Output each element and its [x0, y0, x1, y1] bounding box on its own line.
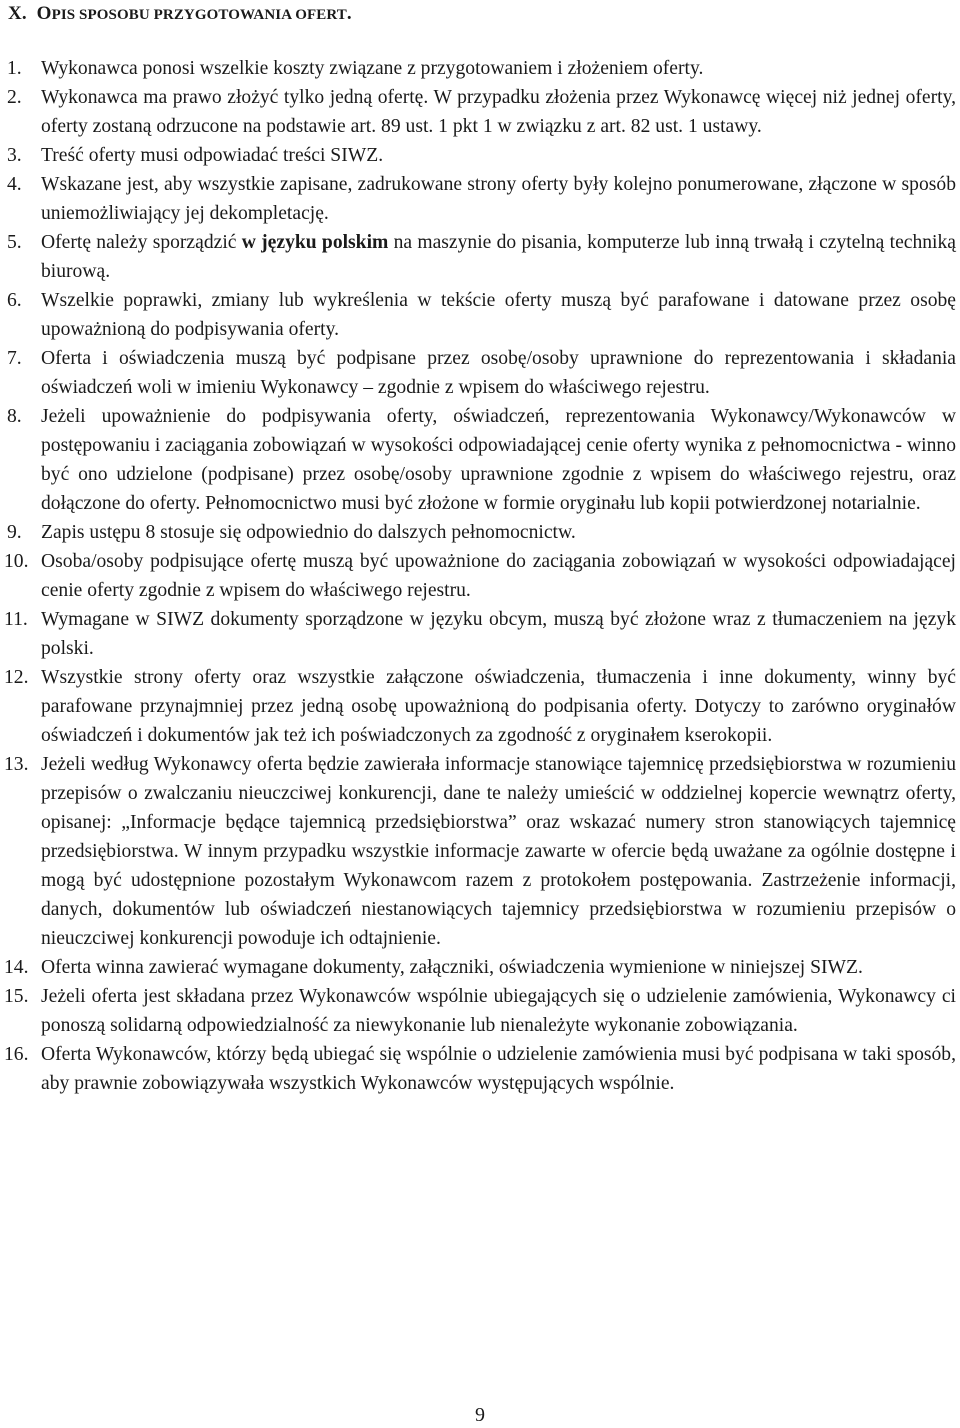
- section-title-rest: PIS SPOSOBU PRZYGOTOWANIA OFERT: [51, 7, 347, 23]
- list-item-number: 8.: [7, 406, 22, 427]
- list-item-text: [41, 290, 956, 340]
- list-item-text-segment: Oferta Wykonawców, którzy będą ubiegać się wspólnie o udzielenie zamówienia musi być podpisana w taki sposób, aby prawnie zobowiązywała wszystkich Wykonawców występujących wspólnie.: [41, 1044, 956, 1094]
- list-item: [0, 402, 956, 518]
- list-item-text: [41, 667, 956, 746]
- list-item-text-segment: Jeżeli upoważnienie do podpisywania oferty, oświadczeń, reprezentowania Wykonawcy/Wykonawców w postępowaniu i zaciągania zobowiązań w wysokości odpowiadającej cenie oferty wynika z pełnomocnictwa - winno być ono udzielone (podpisane) przez osobę/osoby uprawnione zgodnie z wpisem do właściwego rejestru, oraz dołączone do oferty. Pełnomocnictwo musi być złożone w formie oryginału lub kopii potwierdzonej notarialnie.: [41, 406, 956, 514]
- list-item: [0, 141, 956, 170]
- list-item-text: [41, 232, 956, 282]
- section-title-initial: O: [36, 3, 52, 24]
- list-item: [0, 83, 956, 141]
- list-item-text: [41, 522, 576, 543]
- list-item-text-segment: Wszelkie poprawki, zmiany lub wykreślenia w tekście oferty muszą być parafowane i datowane przez osobę upoważnioną do podpisywania oferty.: [41, 290, 956, 340]
- list-item-text: [41, 348, 956, 398]
- list-item: [0, 982, 956, 1040]
- list-item: [0, 54, 956, 83]
- list-item-text-segment: Oferta i oświadczenia muszą być podpisane przez osobę/osoby uprawnione do reprezentowania i składania oświadczeń woli w imieniu Wykonawcy – zgodnie z wpisem do właściwego rejestru.: [41, 348, 956, 398]
- list-item-number: 15.: [4, 986, 29, 1007]
- list-item: [0, 1040, 956, 1098]
- emphasized-text: w języku polskim: [241, 232, 389, 253]
- list-item-number: 12.: [4, 667, 29, 688]
- list-item-number: 9.: [7, 522, 22, 543]
- list-item-text: [41, 174, 956, 224]
- list-item-text-segment: Jeżeli oferta jest składana przez Wykonawców wspólnie ubiegających się o udzielenie zamówienia, Wykonawcy ci ponoszą solidarną odpowiedzialność za niewykonanie lub nienależyte wykonanie zobowiązania.: [41, 986, 956, 1036]
- list-item-text-segment: Wskazane jest, aby wszystkie zapisane, zadrukowane strony oferty były kolejno ponumerowane, złączone w sposób uniemożliwiający jej dekompletację.: [41, 174, 956, 224]
- section-title-end: .: [346, 3, 352, 24]
- list-item-text-segment: Wykonawca ponosi wszelkie koszty związane z przygotowaniem i złożeniem oferty.: [41, 58, 704, 79]
- list-item-number: 2.: [7, 87, 22, 108]
- list-item-text-segment: Zapis ustępu 8 stosuje się odpowiednio do dalszych pełnomocnictw.: [41, 522, 576, 543]
- list-item-text-segment: Jeżeli według Wykonawcy oferta będzie zawierała informacje stanowiące tajemnicę przedsiębiorstwa w rozumieniu przepisów o zwalczaniu nieuczciwej konkurencji, dane te należy umieścić w oddzielnej kopercie wewnątrz oferty, opisanej: „Informacje będące tajemnicą przedsiębiorstwa” oraz wskazać numery stron stanowiących tajemnicę przedsiębiorstwa. W innym przypadku wszystkie informacje zawarte w ofercie będą uważane za ogólnie dostępne i mogą być udostępnione pozostałym Wykonawcom razem z protokołem postępowania. Zastrzeżenie informacji, danych, dokumentów lub oświadczeń niestanowiących tajemnicy przedsiębiorstwa w rozumieniu przepisów o nieuczciwej konkurencji powoduje ich odtajnienie.: [41, 754, 956, 949]
- list-item: [0, 605, 956, 663]
- list-item-text: [41, 957, 863, 978]
- page-number: 9: [475, 1404, 485, 1426]
- list-item-number: 6.: [7, 290, 22, 311]
- list-item-number: 14.: [4, 957, 29, 978]
- list-item-text: [41, 58, 703, 79]
- list-item: [0, 518, 956, 547]
- list-item-text-segment: Wymagane w SIWZ dokumenty sporządzone w języku obcym, muszą być złożone wraz z tłumaczeniem na język polski.: [41, 609, 956, 659]
- list-item-text: [41, 986, 956, 1036]
- list-item-text-segment: Wykonawca ma prawo złożyć tylko jedną ofertę. W przypadku złożenia przez Wykonawcę więcej niż jednej oferty, oferty zostaną odrzucone na podstawie art. 89 ust. 1 pkt 1 w związku z art. 82 ust. 1 ustawy.: [41, 87, 956, 137]
- offer-preparation-list: [0, 54, 956, 1098]
- list-item-text: [41, 754, 956, 949]
- list-item-number: 11.: [4, 609, 28, 630]
- list-item-number: 10.: [4, 551, 29, 572]
- list-item-text: [41, 609, 956, 659]
- list-item-number: 5.: [7, 232, 22, 253]
- list-item-text-segment: Oferta winna zawierać wymagane dokumenty, załączniki, oświadczenia wymienione w niniejszej SIWZ.: [41, 957, 863, 978]
- list-item: [0, 547, 956, 605]
- list-item-text: [41, 87, 956, 137]
- list-item-text: [41, 1044, 956, 1094]
- list-item: [0, 170, 956, 228]
- list-item-number: 4.: [7, 174, 22, 195]
- list-item-text-segment: Treść oferty musi odpowiadać treści SIWZ.: [41, 145, 384, 166]
- list-item-text-segment: Wszystkie strony oferty oraz wszystkie załączone oświadczenia, tłumaczenia i inne dokumenty, winny być parafowane przynajmniej przez jedną osobę upoważnioną do podpisania oferty. Dotyczy to zarówno oryginałów oświadczeń i dokumentów jak też ich poświadczonych za zgodność z oryginałem kserokopii.: [41, 667, 956, 746]
- list-item-text-segment: na maszynie do pisania, komputerze lub inną trwałą i czytelną techniką biurową.: [41, 232, 956, 282]
- list-item: [0, 663, 956, 750]
- list-item: [0, 750, 956, 953]
- list-item-number: 16.: [4, 1044, 29, 1065]
- list-item-number: 13.: [4, 754, 29, 775]
- list-item-text: [41, 406, 956, 514]
- section-heading: [8, 2, 352, 27]
- list-item-number: 7.: [7, 348, 22, 369]
- list-item-text-segment: Osoba/osoby podpisujące ofertę muszą być upoważnione do zaciągania zobowiązań w wysokości odpowiadającej cenie oferty zgodnie z wpisem do właściwego rejestru.: [41, 551, 956, 601]
- list-item-text: [41, 551, 956, 601]
- list-item-text: [41, 145, 383, 166]
- list-item: [0, 953, 956, 982]
- list-item: [0, 344, 956, 402]
- list-item: [0, 228, 956, 286]
- list-item: [0, 286, 956, 344]
- list-item-number: 3.: [7, 145, 22, 166]
- section-number: X.: [8, 3, 27, 24]
- list-item-text-segment: Ofertę należy sporządzić: [41, 232, 242, 253]
- list-item-number: 1.: [7, 58, 22, 79]
